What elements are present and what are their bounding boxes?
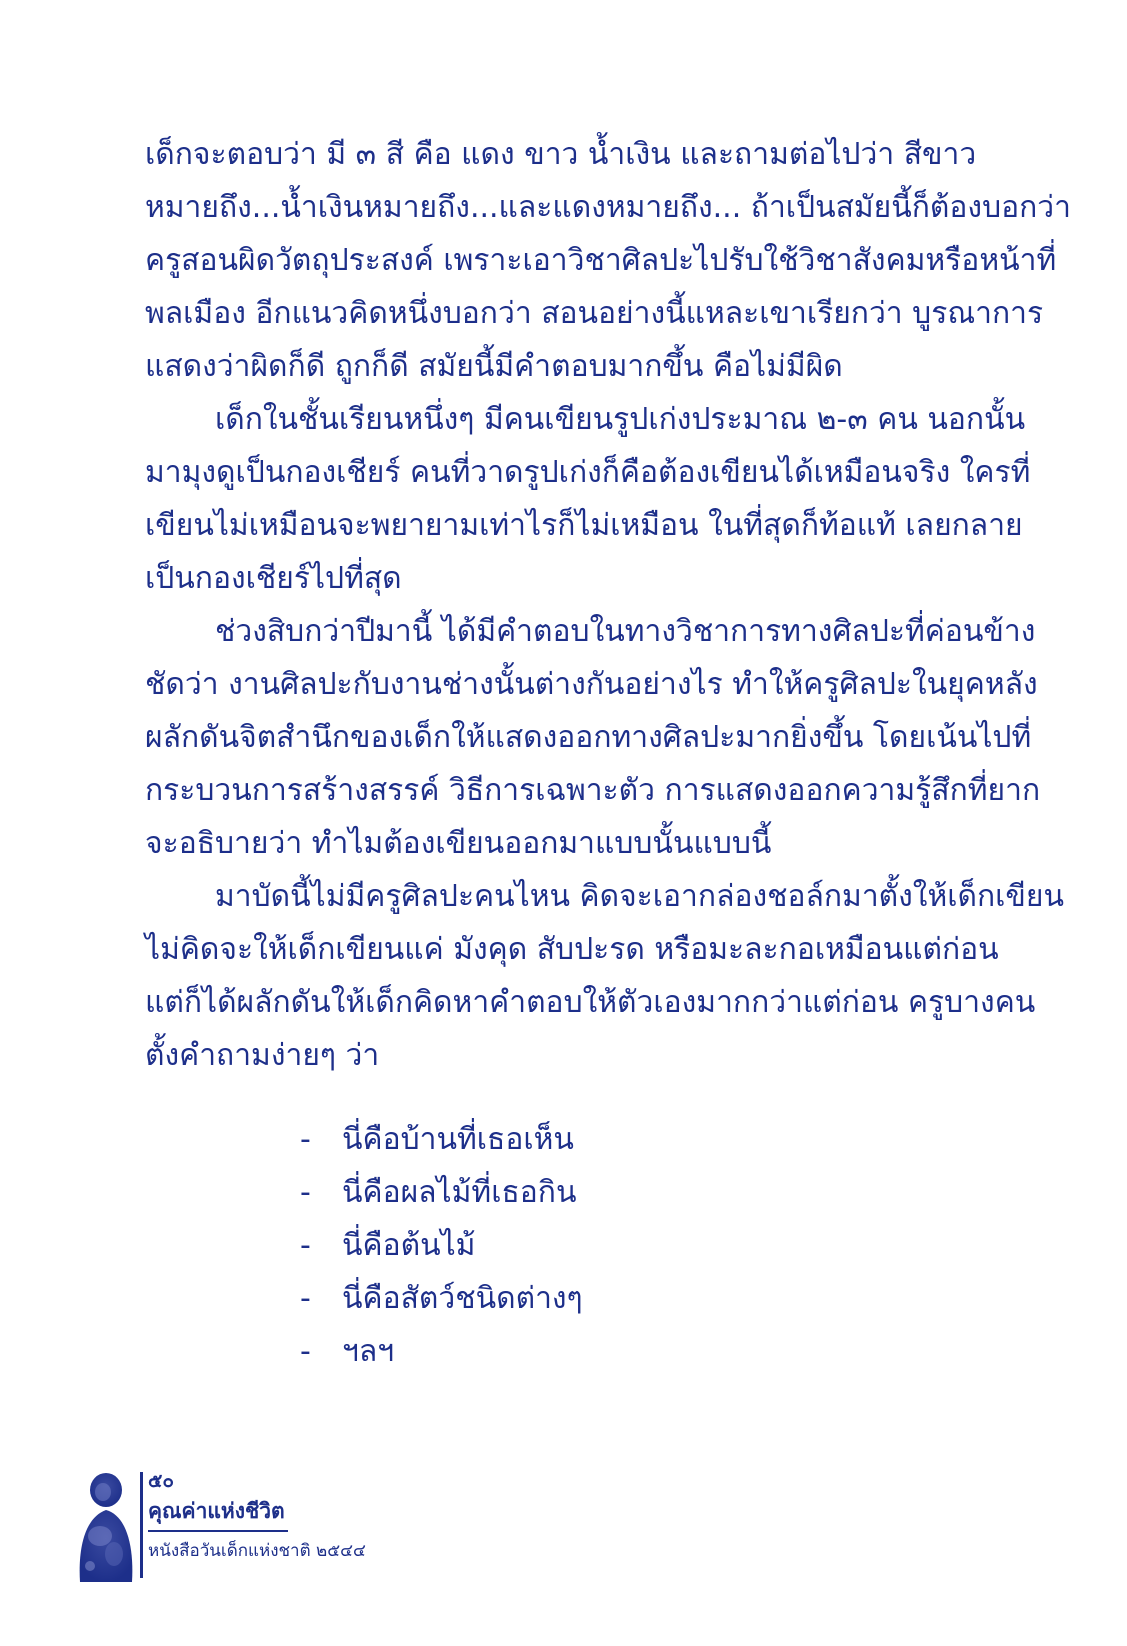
list-item-text: ฯลฯ [342,1334,395,1369]
list-item [300,1166,583,1219]
text-line: เป็นกองเชียร์ไปที่สุด [145,561,402,596]
list-bullet: - [300,1281,311,1316]
page-number: ๕๐ [148,1470,174,1492]
text-line: เด็กจะตอบว่า มี ๓ สี คือ แดง ขาว น้ำเงิน และถามต่อไปว่า สีขาว [145,137,977,172]
list-item [300,1325,583,1378]
title-underline [148,1530,288,1532]
text-line: ไม่คิดจะให้เด็กเขียนแค่ มังคุด สับปะรด หรือมะละกอเหมือนแต่ก่อน [145,932,999,967]
page-footer [70,1470,410,1580]
text-line: ช่วงสิบกว่าปีมานี้ ได้มีคำตอบในทางวิชาการทางศิลปะที่ค่อนข้าง [215,614,1036,649]
text-line: เขียนไม่เหมือนจะพยายามเท่าไรก็ไม่เหมือน ในที่สุดก็ท้อแท้ เลยกลาย [145,508,1023,543]
question-list [300,1113,583,1378]
text-line: กระบวนการสร้างสรรค์ วิธีการเฉพาะตัว การแสดงออกความรู้สึกที่ยาก [145,773,1041,808]
text-line: หมายถึง...น้ำเงินหมายถึง...และแดงหมายถึง... ถ้าเป็นสมัยนี้ก็ต้องบอกว่า [145,190,1072,225]
text-line: ชัดว่า งานศิลปะกับงานช่างนั้นต่างกันอย่างไร ทำให้ครูศิลปะในยุคหลัง [145,667,1038,702]
text-line: ผลักดันจิตสำนึกของเด็กให้แสดงออกทางศิลปะมากยิ่งขึ้น โดยเน้นไปที่ [145,720,1032,755]
footer-divider [140,1472,143,1578]
list-item [300,1113,583,1166]
list-bullet: - [300,1175,311,1210]
text-line: เด็กในชั้นเรียนหนึ่งๆ มีคนเขียนรูปเก่งประมาณ ๒-๓ คน นอกนั้น [215,402,1026,437]
book-title: คุณค่าแห่งชีวิต [148,1499,285,1523]
list-bullet: - [300,1334,311,1369]
text-line: ครูสอนผิดวัตถุประสงค์ เพราะเอาวิชาศิลปะไปรับใช้วิชาสังคมหรือหน้าที่ [145,243,1057,278]
list-bullet: - [300,1228,311,1263]
text-line: ตั้งคำถามง่ายๆ ว่า [145,1038,380,1073]
text-line: แสดงว่าผิดก็ดี ถูกก็ดี สมัยนี้มีคำตอบมากขึ้น คือไม่มีผิด [145,349,843,384]
text-line: มาบัดนี้ไม่มีครูศิลปะคนไหน คิดจะเอากล่องชอล์กมาตั้งให้เด็กเขียน [215,879,1064,914]
list-item-text: นี่คือบ้านที่เธอเห็น [342,1122,574,1157]
list-item [300,1272,583,1325]
text-line: มามุงดูเป็นกองเชียร์ คนที่วาดรูปเก่งก็คือต้องเขียนได้เหมือนจริง ใครที่ [145,455,1031,490]
list-item-text: นี่คือสัตว์ชนิดต่างๆ [342,1281,583,1316]
list-item-text: นี่คือต้นไม้ [342,1228,476,1263]
child-portrait-icon [70,1470,138,1582]
text-line: จะอธิบายว่า ทำไมต้องเขียนออกมาแบบนั้นแบบนี้ [145,826,772,861]
list-item-text: นี่คือผลไม้ที่เธอกิน [342,1175,577,1210]
list-bullet: - [300,1122,311,1157]
body-text [145,128,1072,1082]
text-line: แต่ก็ได้ผลักดันให้เด็กคิดหาคำตอบให้ตัวเองมากกว่าแต่ก่อน ครูบางคน [145,985,1036,1020]
list-item [300,1219,583,1272]
text-line: พลเมือง อีกแนวคิดหนึ่งบอกว่า สอนอย่างนี้แหละเขาเรียกว่า บูรณาการ [145,296,1044,331]
book-subtitle: หนังสือวันเด็กแห่งชาติ ๒๕๔๔ [148,1541,366,1561]
